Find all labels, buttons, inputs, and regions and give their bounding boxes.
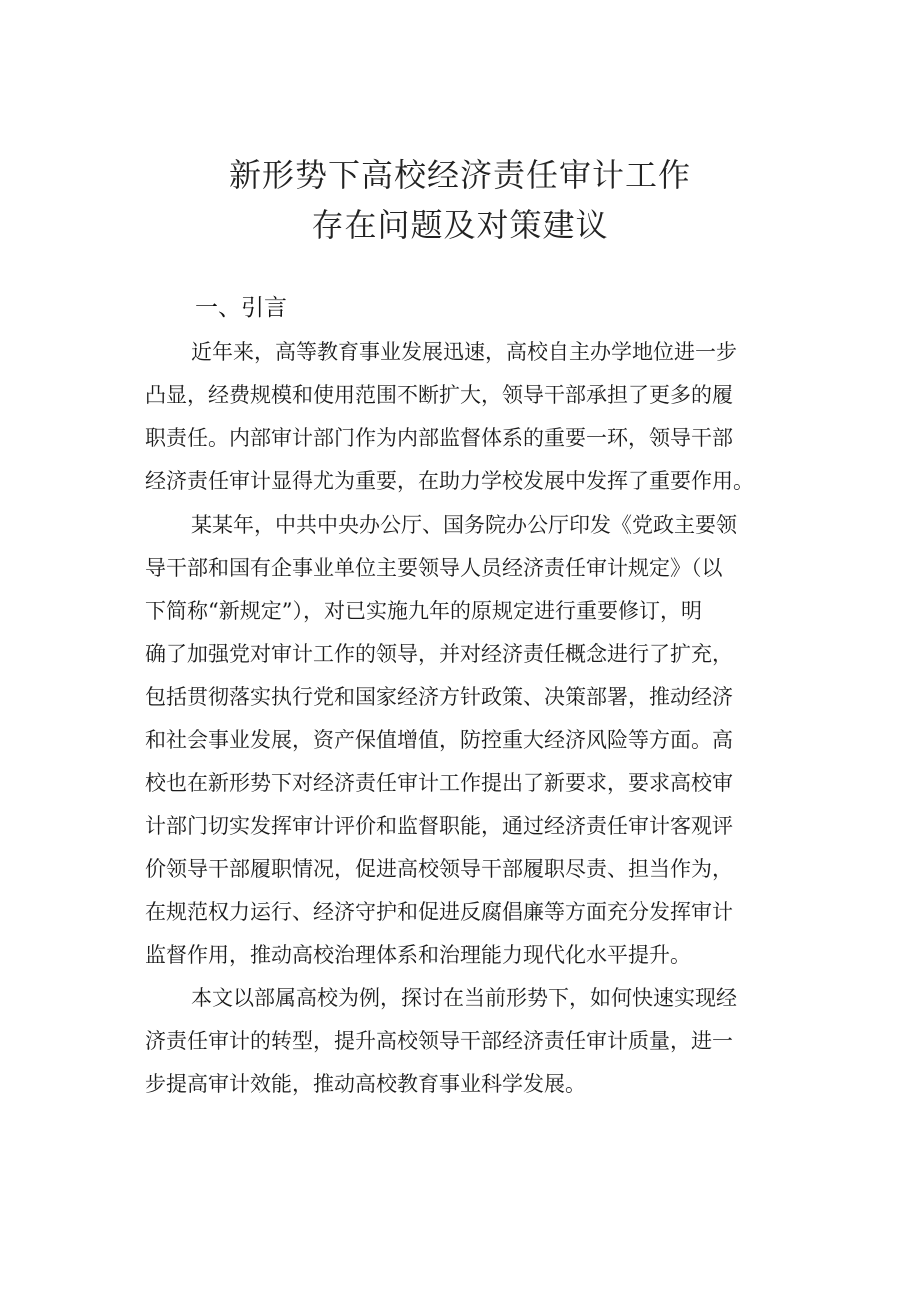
paragraph-line: 校也在新形势下对经济责任审计工作提出了新要求，要求高校审: [145, 771, 733, 795]
document-title: [0, 150, 920, 250]
paragraph-line: 计部门切实发挥审计评价和监督职能，通过经济责任审计客观评: [145, 814, 733, 838]
title-line-1: 新形势下高校经济责任审计工作: [228, 156, 691, 194]
paragraph-line: 职责任。内部审计部门作为内部监督体系的重要一环，领导干部: [145, 426, 733, 450]
paragraph-line: 价领导干部履职情况，促进高校领导干部履职尽责、担当作为，: [145, 857, 733, 881]
paragraph-3: [145, 977, 805, 1106]
paragraph-line: 监督作用，推动高校治理体系和治理能力现代化水平提升。: [145, 943, 691, 967]
paragraph-line: 步提高审计效能，推动高校教育事业科学发展。: [145, 1072, 586, 1096]
paragraph-line: 包括贯彻落实执行党和国家经济方针政策、决策部署，推动经济: [145, 685, 733, 709]
paragraph-2: [145, 504, 805, 977]
paragraph-line: 确了加强党对审计工作的领导，并对经济责任概念进行了扩充，: [145, 642, 733, 666]
title-line-2: 存在问题及对策建议: [311, 206, 609, 244]
paragraph-line: 经济责任审计显得尤为重要，在助力学校发展中发挥了重要作用。: [145, 469, 754, 493]
section-heading-introduction: 一、引言: [195, 295, 287, 321]
paragraph-line: 某某年，中共中央办公厅、国务院办公厅印发《党政主要领: [191, 513, 737, 537]
paragraph-line: 本文以部属高校为例，探讨在当前形势下，如何快速实现经: [191, 986, 737, 1010]
paragraph-line: 在规范权力运行、经济守护和促进反腐倡廉等方面充分发挥审计: [145, 900, 733, 924]
paragraph-line: 济责任审计的转型，提升高校领导干部经济责任审计质量，进一: [145, 1029, 733, 1053]
paragraph-line: 和社会事业发展，资产保值增值，防控重大经济风险等方面。高: [145, 728, 733, 752]
paragraph-line: 近年来，高等教育事业发展迅速，高校自主办学地位进一步: [191, 340, 737, 364]
paragraph-line: 导干部和国有企事业单位主要领导人员经济责任审计规定》（以: [145, 556, 723, 580]
paragraph-line: 凸显，经费规模和使用范围不断扩大，领导干部承担了更多的履: [145, 383, 733, 407]
paragraph-line: 下简称“新规定”），对已实施九年的原规定进行重要修订，明: [145, 599, 702, 623]
paragraph-1: [145, 331, 805, 503]
